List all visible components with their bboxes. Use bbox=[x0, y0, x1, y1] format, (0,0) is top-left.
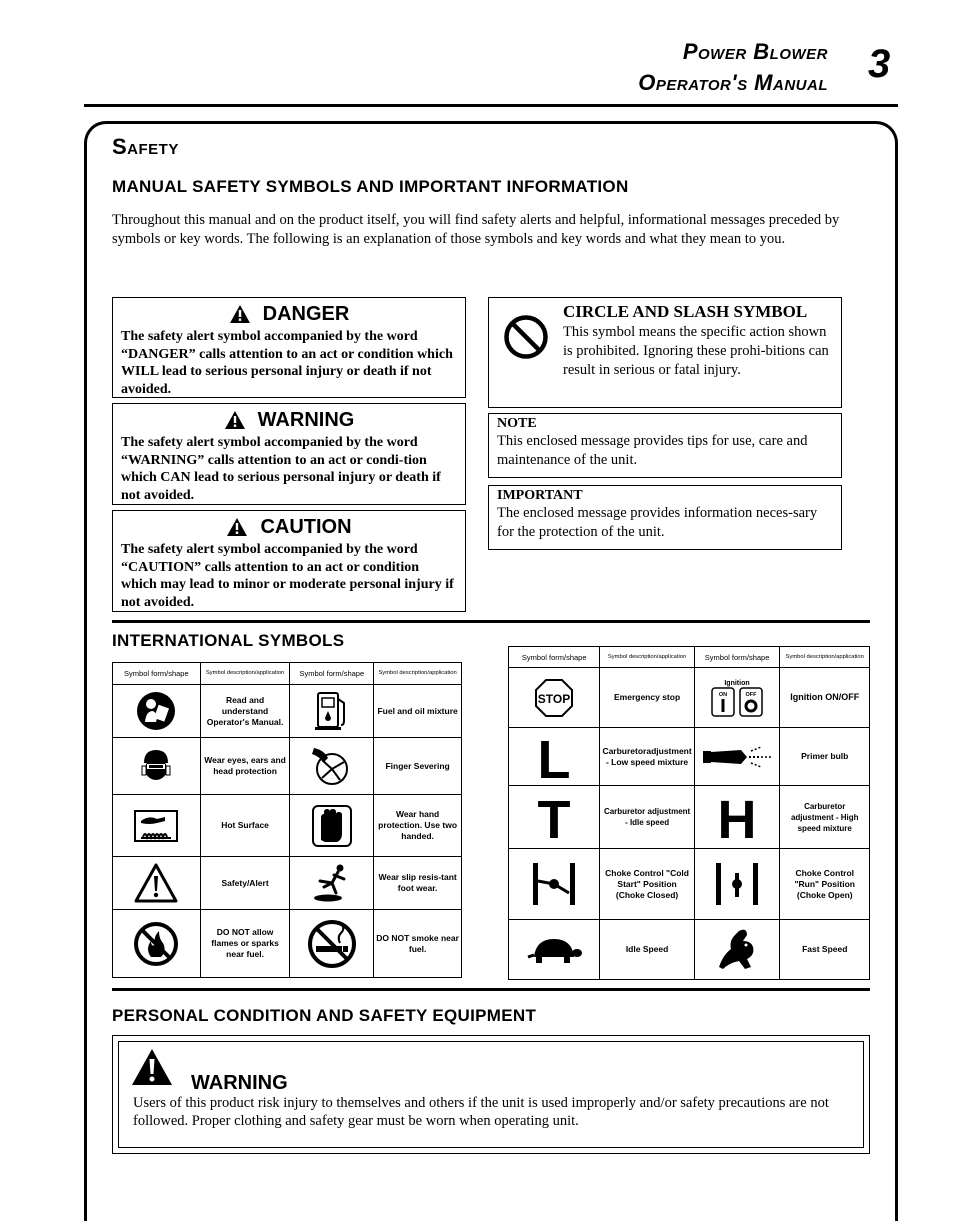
col-header-form: Symbol form/shape bbox=[694, 647, 780, 668]
symbol-desc: Finger Severing bbox=[374, 738, 462, 795]
col-header-desc: Symbol description/application bbox=[200, 663, 290, 685]
symbol-desc: Fast Speed bbox=[780, 920, 870, 980]
table-row bbox=[509, 786, 870, 849]
manual-symbols-heading: MANUAL SAFETY SYMBOLS AND IMPORTANT INFORMATION bbox=[112, 177, 629, 196]
finger-severing-icon bbox=[290, 738, 374, 795]
symbol-desc: Choke Control "Run" Position (Choke Open) bbox=[780, 849, 870, 920]
personal-warning-label: WARNING bbox=[191, 1072, 288, 1094]
col-header-desc: Symbol description/application bbox=[600, 647, 694, 668]
note-box bbox=[488, 413, 842, 478]
idle-speed-letter: T bbox=[537, 792, 571, 842]
safety-alert-icon bbox=[113, 857, 201, 910]
warning-label: WARNING bbox=[257, 408, 355, 431]
important-title: IMPORTANT bbox=[497, 488, 583, 503]
col-header-desc: Symbol description/application bbox=[374, 663, 462, 685]
danger-label: DANGER bbox=[262, 302, 350, 325]
gloves-icon bbox=[290, 795, 374, 857]
slip-hazard-icon bbox=[290, 857, 374, 910]
prohibition-icon bbox=[503, 314, 549, 360]
choke-closed-icon bbox=[509, 849, 600, 920]
fuel-oil-mixture-icon bbox=[290, 685, 374, 738]
header-rule bbox=[84, 104, 898, 107]
alert-triangle-icon bbox=[229, 304, 251, 324]
personal-warning-text: Users of this product risk injury to themselves and others if the unit is used improperly and/or safety precautions are not followed. Proper clothing and safety gear must be worn when operating unit. bbox=[133, 1095, 829, 1129]
warning-text: The safety alert symbol accompanied by the word “WARNING” calls attention to an act or condi-tion which CAN lead to serious personal injury or death if not avoided. bbox=[121, 435, 441, 503]
high-speed-letter: H bbox=[717, 792, 757, 842]
alert-triangle-icon bbox=[224, 410, 246, 430]
table-row bbox=[509, 920, 870, 980]
manual-title-line1: Power Blower bbox=[682, 39, 828, 64]
symbol-desc: Emergency stop bbox=[600, 668, 694, 728]
col-header-form: Symbol form/shape bbox=[290, 663, 374, 685]
circle-slash-box bbox=[488, 297, 842, 408]
ignition-icon-label: Ignition bbox=[724, 679, 750, 687]
manual-title-line2: Operator's Manual bbox=[638, 70, 828, 95]
stop-icon-text: STOP bbox=[537, 691, 571, 706]
international-heading: INTERNATIONAL SYMBOLS bbox=[112, 631, 345, 650]
table-row bbox=[509, 849, 870, 920]
international-symbols-table-right bbox=[508, 646, 870, 980]
stop-icon bbox=[509, 668, 600, 728]
turtle-icon bbox=[509, 920, 600, 980]
low-speed-letter: L bbox=[537, 731, 571, 782]
alert-triangle-icon bbox=[226, 517, 248, 537]
manual-title bbox=[638, 36, 828, 98]
section-divider bbox=[112, 988, 870, 991]
personal-condition-heading: PERSONAL CONDITION AND SAFETY EQUIPMENT bbox=[112, 1006, 537, 1025]
rabbit-icon bbox=[694, 920, 780, 980]
caution-text: The safety alert symbol accompanied by the word “CAUTION” calls attention to an act or condition which may lead to minor or moderate personal injury if not avoided. bbox=[121, 542, 454, 610]
no-flames-icon bbox=[113, 910, 201, 978]
caution-label: CAUTION bbox=[260, 515, 352, 538]
danger-text: The safety alert symbol accompanied by the word “DANGER” calls attention to an act or condition which WILL lead to serious personal injury or death if not avoided. bbox=[121, 329, 453, 397]
symbol-desc: DO NOT smoke near fuel. bbox=[374, 910, 462, 978]
choke-open-icon bbox=[694, 849, 780, 920]
hot-surface-icon bbox=[113, 795, 201, 857]
symbol-desc: Hot Surface bbox=[200, 795, 290, 857]
off-label: OFF bbox=[745, 691, 757, 698]
alert-triangle-icon bbox=[131, 1048, 173, 1086]
symbol-desc: Read and understand Operator's Manual. bbox=[200, 685, 290, 738]
table-row bbox=[113, 738, 462, 795]
primer-bulb-icon bbox=[694, 728, 780, 786]
symbol-desc: Carburetor adjustment - Idle speed bbox=[600, 786, 694, 849]
symbol-desc: Idle Speed bbox=[600, 920, 694, 980]
symbol-desc: DO NOT allow flames or sparks near fuel. bbox=[200, 910, 290, 978]
on-label: ON bbox=[718, 691, 728, 698]
note-text: This enclosed message provides tips for use, care and maintenance of the unit. bbox=[497, 433, 808, 468]
col-header-form: Symbol form/shape bbox=[509, 647, 600, 668]
idle-speed-adjust-icon bbox=[509, 786, 600, 849]
important-box bbox=[488, 485, 842, 550]
note-title: NOTE bbox=[497, 416, 537, 431]
table-row bbox=[509, 668, 870, 728]
symbol-desc: Choke Control "Cold Start" Position (Choke Closed) bbox=[600, 849, 694, 920]
international-symbols-table-left bbox=[112, 662, 462, 978]
col-header-form: Symbol form/shape bbox=[113, 663, 201, 685]
high-speed-icon bbox=[694, 786, 780, 849]
symbol-desc: Ignition ON/OFF bbox=[780, 668, 870, 728]
ignition-switch-icon bbox=[694, 668, 780, 728]
warning-box bbox=[112, 403, 466, 505]
section-title: Safety bbox=[112, 134, 179, 159]
table-row bbox=[113, 857, 462, 910]
low-speed-icon bbox=[509, 728, 600, 786]
intro-paragraph: Throughout this manual and on the product itself, you will find safety alerts and helpful, informational messages preceded by symbols or key words. The following is an explanation of those symbols and key words and what they mean to you. bbox=[112, 212, 840, 247]
danger-box bbox=[112, 297, 466, 398]
symbol-desc: Safety/Alert bbox=[200, 857, 290, 910]
table-row bbox=[113, 910, 462, 978]
symbol-desc: Carburetor adjustment - High speed mixture bbox=[780, 786, 870, 849]
head-protection-icon bbox=[113, 738, 201, 795]
symbol-desc: Primer bulb bbox=[780, 728, 870, 786]
no-smoking-icon bbox=[290, 910, 374, 978]
table-row bbox=[113, 795, 462, 857]
symbol-desc: Wear hand protection. Use two handed. bbox=[374, 795, 462, 857]
table-row bbox=[113, 685, 462, 738]
symbol-desc: Carburetoradjustment - Low speed mixture bbox=[600, 728, 694, 786]
caution-box bbox=[112, 510, 466, 612]
symbol-desc: Fuel and oil mixture bbox=[374, 685, 462, 738]
table-row bbox=[509, 728, 870, 786]
col-header-desc: Symbol description/application bbox=[780, 647, 870, 668]
circle-slash-text: This symbol means the specific action shown is prohibited. Ignoring these prohi-bitions can result in serious or fatal injury. bbox=[563, 324, 829, 378]
symbol-desc: Wear eyes, ears and head protection bbox=[200, 738, 290, 795]
personal-warning-box bbox=[112, 1035, 870, 1154]
symbol-desc: Wear slip resis-tant foot wear. bbox=[374, 857, 462, 910]
section-divider bbox=[112, 620, 870, 623]
page-number: 3 bbox=[868, 42, 891, 86]
important-text: The enclosed message provides information neces-sary for the protection of the unit. bbox=[497, 505, 818, 540]
circle-slash-title: CIRCLE AND SLASH SYMBOL bbox=[563, 302, 808, 321]
read-manual-icon bbox=[113, 685, 201, 738]
